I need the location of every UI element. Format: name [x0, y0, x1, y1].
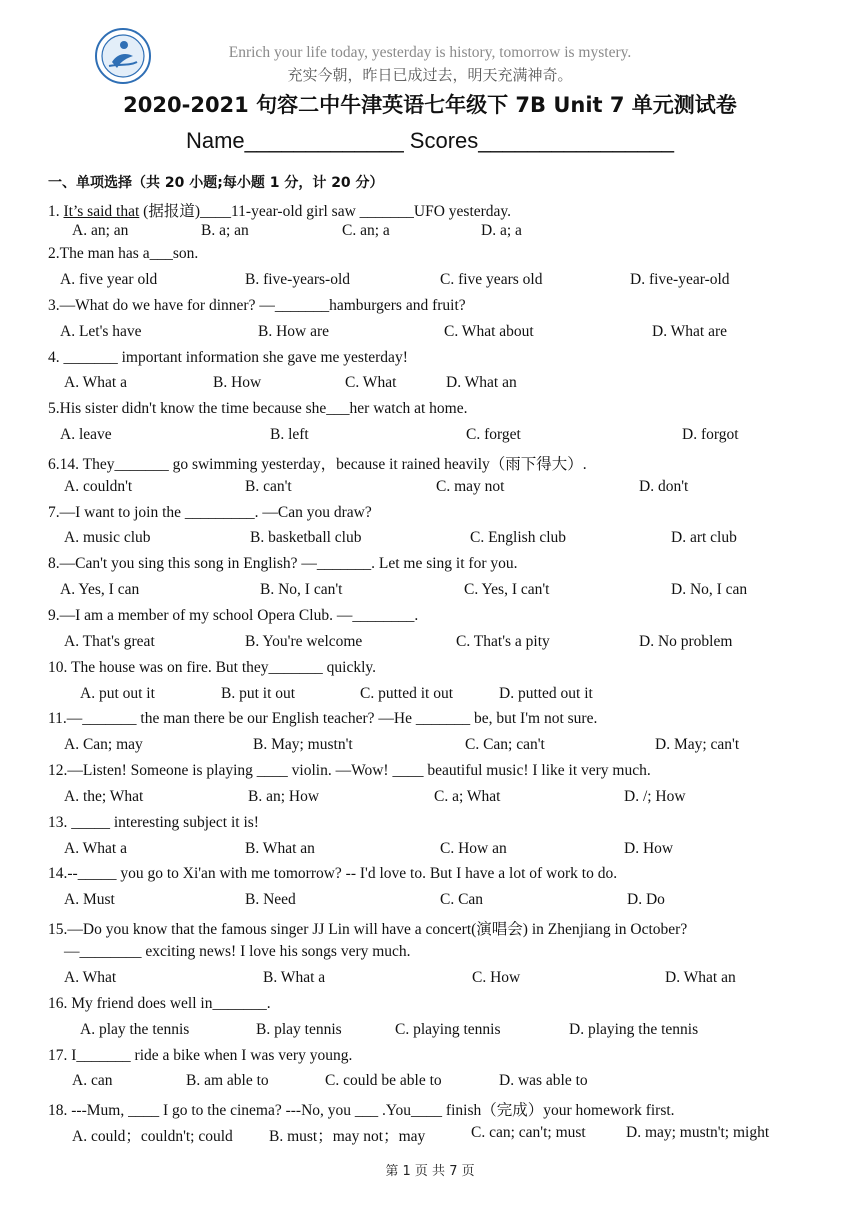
question-7: 7.—I want to join the _________. —Can you draw? — [48, 504, 372, 521]
q17-option-c[interactable]: C. could be able to — [325, 1072, 442, 1089]
q5-option-c[interactable]: C. forget — [466, 426, 521, 443]
q13-option-d[interactable]: D. How — [624, 840, 674, 857]
q10-option-c[interactable]: C. putted it out — [360, 685, 453, 702]
question-15-line-2: —________ exciting news! I love his songs very much. — [64, 943, 411, 960]
q10-option-a[interactable]: A. put out it — [80, 685, 155, 702]
q17-option-a[interactable]: A. can — [72, 1072, 113, 1089]
question-14: 14.--_____ you go to Xi'an with me tomorrow? -- I'd love to. But I have a lot of work to do. — [48, 865, 618, 882]
question-13: 13. _____ interesting subject it is! — [48, 814, 259, 831]
q15-option-b[interactable]: B. What a — [263, 969, 326, 986]
page-title: 2020-2021 句容二中牛津英语七年级下 7B Unit 7 单元测试卷 — [123, 93, 737, 117]
q12-option-d[interactable]: D. /; How — [624, 788, 686, 805]
q7-option-c[interactable]: C. English club — [470, 529, 567, 546]
q8-option-d[interactable]: D. No, I can — [671, 581, 748, 598]
name-score-line: Name_____________ Scores________________ — [185, 128, 675, 153]
question-1-number: 1. — [48, 203, 64, 220]
q1-option-d[interactable]: D. a; a — [481, 222, 522, 239]
question-12: 12.—Listen! Someone is playing ____ violin. —Wow! ____ beautiful music! I like it very much. — [48, 762, 651, 779]
q6-option-c[interactable]: C. may not — [436, 478, 505, 495]
question-15: 15.—Do you know that the famous singer JJ Lin will have a concert(演唱会) in Zhenjiang in October? — [48, 921, 688, 938]
q15-option-d[interactable]: D. What an — [665, 969, 736, 986]
q10-option-b[interactable]: B. put it out — [221, 685, 296, 702]
q9-option-a[interactable]: A. That's great — [64, 633, 155, 650]
q15-option-c[interactable]: C. How — [472, 969, 521, 986]
q5-option-a[interactable]: A. leave — [60, 426, 112, 443]
q1-option-a[interactable]: A. an; an — [72, 222, 129, 239]
q6-option-a[interactable]: A. couldn't — [64, 478, 133, 495]
q8-option-c[interactable]: C. Yes, I can't — [464, 581, 550, 598]
question-5: 5.His sister didn't know the time because she___her watch at home. — [48, 400, 468, 417]
q14-option-a[interactable]: A. Must — [64, 891, 115, 908]
question-2: 2.The man has a___son. — [48, 245, 199, 262]
q18-option-c[interactable]: C. can; can't; must — [471, 1124, 586, 1141]
question-4: 4. _______ important information she gave me yesterday! — [48, 349, 408, 366]
q13-option-b[interactable]: B. What an — [245, 840, 315, 857]
q7-option-a[interactable]: A. music club — [64, 529, 151, 546]
page-number: 第 1 页 共 7 页 — [385, 1164, 475, 1179]
q18-option-d[interactable]: D. may; mustn't; might — [626, 1124, 770, 1141]
q11-option-b[interactable]: B. May; mustn't — [253, 736, 353, 753]
q4-option-c[interactable]: C. What — [345, 374, 397, 391]
question-11: 11.—_______ the man there be our English teacher? —He _______ be, but I'm not sure. — [48, 710, 598, 727]
q5-option-d[interactable]: D. forgot — [682, 426, 739, 443]
q4-option-b[interactable]: B. How — [213, 374, 262, 391]
q13-option-c[interactable]: C. How an — [440, 840, 507, 857]
q1-option-b[interactable]: B. a; an — [201, 222, 249, 239]
q8-option-a[interactable]: A. Yes, I can — [60, 581, 140, 598]
q7-option-d[interactable]: D. art club — [671, 529, 737, 546]
q12-option-a[interactable]: A. the; What — [64, 788, 144, 805]
q16-option-b[interactable]: B. play tennis — [256, 1021, 342, 1038]
q14-option-b[interactable]: B. Need — [245, 891, 296, 908]
q11-option-c[interactable]: C. Can; can't — [465, 736, 545, 753]
question-17: 17. I_______ ride a bike when I was very young. — [48, 1047, 353, 1064]
q10-option-d[interactable]: D. putted out it — [499, 685, 593, 702]
q1-option-c[interactable]: C. an; a — [342, 222, 390, 239]
q2-option-a[interactable]: A. five year old — [60, 271, 158, 288]
question-1 — [48, 199, 511, 221]
q15-option-a[interactable]: A. What — [64, 969, 117, 986]
q18-option-a[interactable]: A. could；couldn't; could — [72, 1128, 233, 1145]
q14-option-c[interactable]: C. Can — [440, 891, 484, 908]
q17-option-d[interactable]: D. was able to — [499, 1072, 588, 1089]
q7-option-b[interactable]: B. basketball club — [250, 529, 362, 546]
q16-option-d[interactable]: D. playing the tennis — [569, 1021, 699, 1038]
q6-option-b[interactable]: B. can't — [245, 478, 292, 495]
q2-option-b[interactable]: B. five-years-old — [245, 271, 351, 288]
q16-option-c[interactable]: C. playing tennis — [395, 1021, 501, 1038]
q18-option-b[interactable]: B. must；may not；may — [269, 1128, 426, 1145]
q2-option-c[interactable]: C. five years old — [440, 271, 543, 288]
question-8: 8.—Can't you sing this song in English? —_______. Let me sing it for you. — [48, 555, 518, 572]
q11-option-a[interactable]: A. Can; may — [64, 736, 143, 753]
q9-option-d[interactable]: D. No problem — [639, 633, 733, 650]
q14-option-d[interactable]: D. Do — [627, 891, 665, 908]
q9-option-c[interactable]: C. That's a pity — [456, 633, 550, 650]
question-9: 9.—I am a member of my school Opera Club. —________. — [48, 607, 419, 624]
question-18: 18. ---Mum, ____ I go to the cinema? ---No, you ___ .You____ finish（完成）your homework first. — [48, 1102, 675, 1119]
question-1-underlined: It’s said that — [63, 203, 140, 220]
question-6: 6.14. They_______ go swimming yesterday，because it rained heavily（雨下得大）. — [48, 456, 587, 473]
q5-option-b[interactable]: B. left — [270, 426, 309, 443]
q3-option-c[interactable]: C. What about — [444, 323, 534, 340]
question-1-text: (据报道)____11-year-old girl saw _______UFO yesterday. — [139, 203, 512, 220]
section-heading: 一、单项选择（共 20 小题;每小题 1 分，计 20 分） — [48, 175, 384, 191]
q9-option-b[interactable]: B. You're welcome — [245, 633, 363, 650]
q17-option-b[interactable]: B. am able to — [186, 1072, 269, 1089]
q3-option-a[interactable]: A. Let's have — [60, 323, 142, 340]
motto-chinese: 充实今朝，昨日已成过去，明天充满神奇。 — [287, 66, 573, 84]
motto-english: Enrich your life today, yesterday is history, tomorrow is mystery. — [228, 44, 632, 61]
q4-option-a[interactable]: A. What a — [64, 374, 127, 391]
q16-option-a[interactable]: A. play the tennis — [80, 1021, 190, 1038]
q3-option-d[interactable]: D. What are — [652, 323, 728, 340]
q12-option-b[interactable]: B. an; How — [248, 788, 320, 805]
q8-option-b[interactable]: B. No, I can't — [260, 581, 343, 598]
q2-option-d[interactable]: D. five-year-old — [630, 271, 730, 288]
q13-option-a[interactable]: A. What a — [64, 840, 127, 857]
question-16: 16. My friend does well in_______. — [48, 995, 271, 1012]
q4-option-d[interactable]: D. What an — [446, 374, 517, 391]
q11-option-d[interactable]: D. May; can't — [655, 736, 740, 753]
q6-option-d[interactable]: D. don't — [639, 478, 689, 495]
question-10: 10. The house was on fire. But they_______ quickly. — [48, 659, 377, 676]
q3-option-b[interactable]: B. How are — [258, 323, 330, 340]
question-3: 3.—What do we have for dinner? —_______hamburgers and fruit? — [48, 297, 466, 314]
q12-option-c[interactable]: C. a; What — [434, 788, 501, 805]
